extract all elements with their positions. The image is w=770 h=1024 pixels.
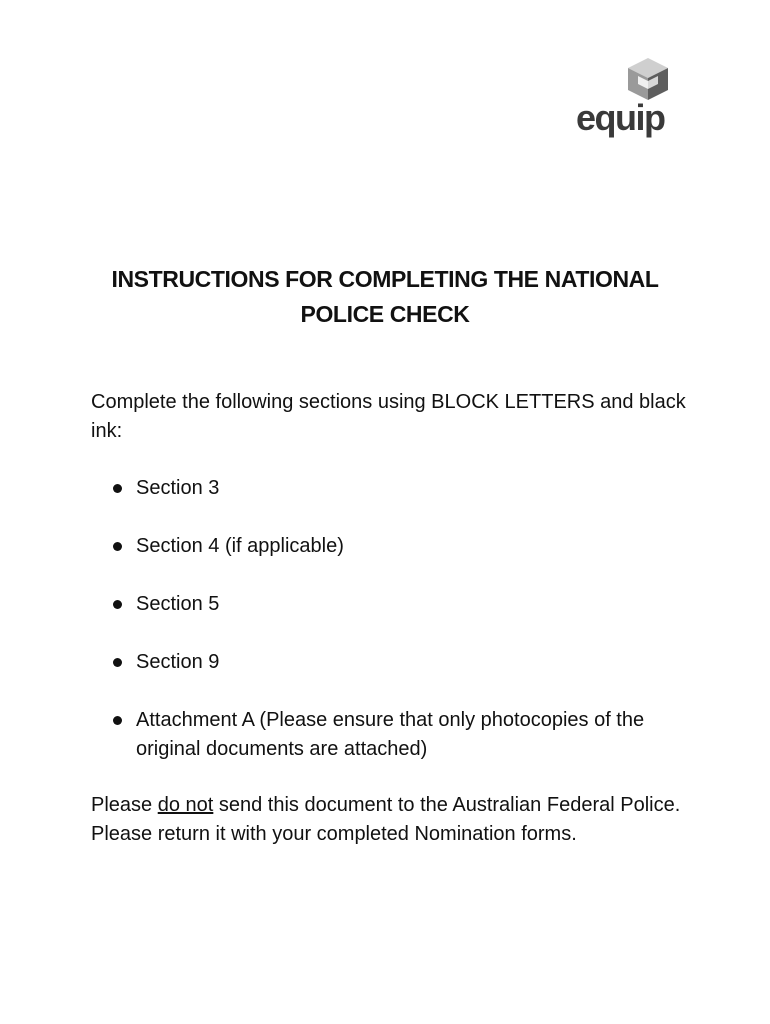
bullet-icon <box>113 716 122 725</box>
outro-emphasis: do not <box>157 794 214 816</box>
intro-paragraph: Complete the following sections using BLOCK LETTERS and black ink: <box>91 391 686 442</box>
list-item-label: Section 9 <box>136 651 220 673</box>
list-item-label: Section 3 <box>136 477 220 499</box>
title-line-1: INSTRUCTIONS FOR COMPLETING THE NATIONAL <box>111 266 659 292</box>
page-title <box>80 262 690 332</box>
bullet-icon <box>113 600 122 609</box>
title-line-2: POLICE CHECK <box>300 301 470 327</box>
list-item <box>91 706 691 764</box>
sections-list <box>91 474 691 793</box>
closing-paragraph <box>91 791 711 849</box>
equip-logo <box>574 56 674 138</box>
bullet-icon <box>113 658 122 667</box>
list-item-label: Attachment A (Please ensure that only photocopies of the original documents are attached) <box>136 709 645 760</box>
outro-suffix: send this document to the Australian Federal Police. Please return it with your completed Nomination forms. <box>91 794 681 845</box>
list-item <box>91 474 691 503</box>
list-item <box>91 532 691 561</box>
list-item <box>91 648 691 677</box>
outro-prefix: Please <box>91 794 158 816</box>
list-item-label: Section 5 <box>136 593 220 615</box>
cube-icon <box>628 58 668 100</box>
list-item-label: Section 4 (if applicable) <box>136 535 344 557</box>
bullet-icon <box>113 484 122 493</box>
bullet-icon <box>113 542 122 551</box>
logo-wordmark: equip <box>576 97 665 138</box>
list-item <box>91 590 691 619</box>
